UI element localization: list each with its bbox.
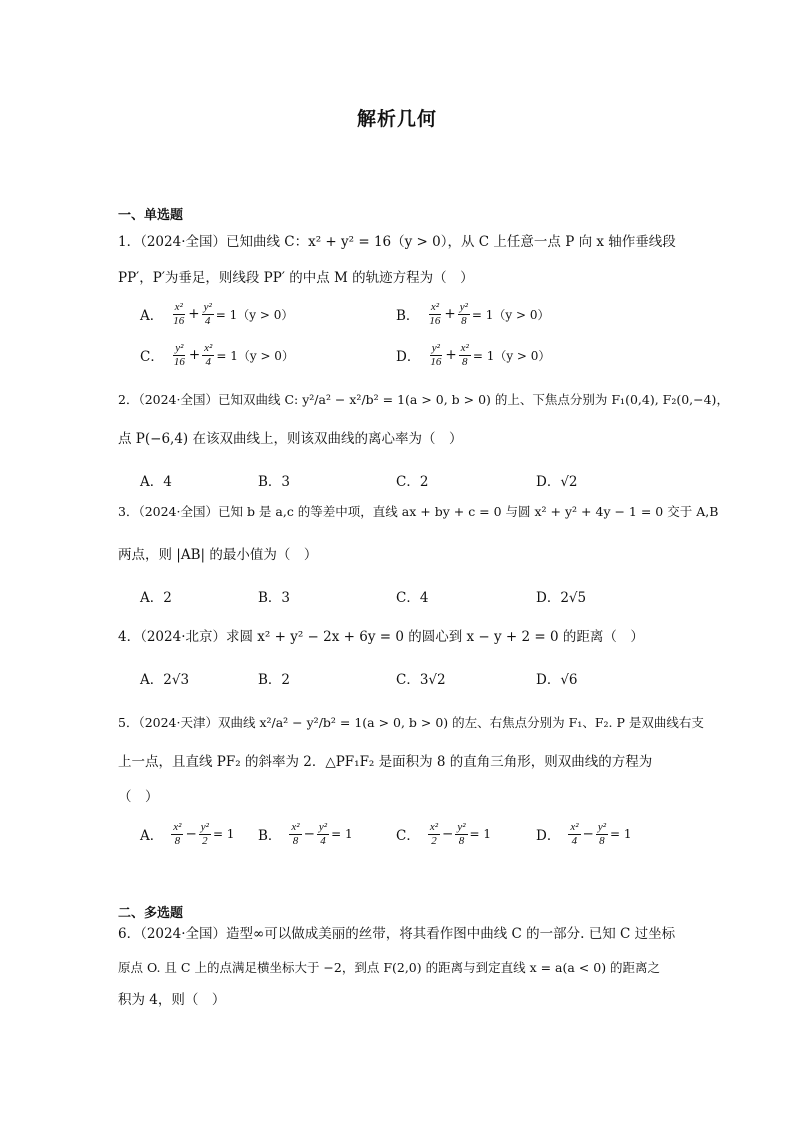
question-2-option-a[interactable]: A．4	[140, 474, 172, 490]
question-1-option-d[interactable]: D． $\frac{\text{y²}}{16}$ + $\frac{\text{x²}}{8}$ = 1（y > 0）	[396, 341, 551, 368]
question-6-stem-line-3: 积为 4，则（ ）	[118, 992, 226, 1008]
question-2-option-b[interactable]: B．3	[258, 474, 291, 490]
question-4-option-a[interactable]: A．2√3	[140, 672, 190, 688]
question-3-option-d[interactable]: D．2√5	[536, 590, 587, 606]
fraction: $\frac{\text{x²}}{8}$	[173, 820, 182, 847]
question-4-option-b[interactable]: B．2	[258, 672, 291, 688]
fraction: $\frac{\text{y²}}{8}$	[457, 820, 466, 847]
question-2-stem-line-1: 2．（2024·全国）已知双曲线 C: y²/a² − x²/b² = 1(a > 0, b > 0) 的上、下焦点分别为 F₁(0,4), F₂(0,−4)，	[118, 392, 729, 407]
question-6-stem-line-1: 6．（2024·全国）造型∞可以做成美丽的丝带，将其看作图中曲线 C 的一部分. 已知 C 过坐标	[118, 926, 676, 942]
fraction: $\frac{\text{x²}}{8}$	[291, 820, 300, 847]
question-3-option-a[interactable]: A．2	[140, 590, 172, 606]
fraction: $\frac{\text{x²}}{16}$	[429, 300, 441, 327]
fraction: $\frac{\text{x²}}{8}$	[460, 341, 469, 368]
section-heading-single-choice: 一、单选题	[118, 208, 184, 223]
question-2-stem-line-2: 点 P(−6,4) 在该双曲线上，则该双曲线的离心率为（ ）	[118, 431, 463, 447]
question-3-options-row	[140, 580, 680, 612]
question-6-stem-line-2: 原点 O. 且 C 上的点满足横坐标大于 −2，到点 F(2,0) 的距离与到定直线 x = a(a < 0) 的距离之	[118, 960, 661, 975]
question-3-stem-line-2: 两点，则 |AB| 的最小值为（ ）	[118, 547, 318, 563]
question-1-options-row-2	[140, 339, 680, 371]
fraction: $\frac{\text{y²}}{4}$	[318, 820, 328, 847]
question-3-option-c[interactable]: C．4	[396, 590, 429, 606]
question-4-options-row	[140, 662, 680, 694]
question-1-stem-line-1: 1．（2024·全国）已知曲线 C：x² + y² = 16（y > 0），从 C 上任意一点 P 向 x 轴作垂线段	[118, 234, 676, 250]
question-1-options-row-1	[140, 298, 680, 330]
question-1-stem-line-2: PP′，P′为垂足，则线段 PP′ 的中点 M 的轨迹方程为（ ）	[118, 270, 474, 286]
question-5-option-b[interactable]: B． $\frac{\text{x²}}{8}$ − $\frac{\text{y²}}{4}$ = 1	[258, 820, 353, 847]
question-4-stem-line-1: 4．（2024·北京）求圆 x² + y² − 2x + 6y = 0 的圆心到 x − y + 2 = 0 的距离（ ）	[118, 629, 644, 645]
question-2-option-d[interactable]: D．√2	[536, 474, 578, 490]
question-5-options-row	[140, 818, 680, 850]
q2-anchor-28	[140, 432, 680, 464]
question-5-stem-line-2: 上一点，且直线 PF₂ 的斜率为 2．△PF₁F₂ 是面积为 8 的直角三角形，则双曲线的方程为	[118, 754, 653, 770]
fraction: $\frac{\text{y²}}{16}$	[173, 341, 185, 368]
question-3-stem-line-1: 3．（2024·全国）已知 b 是 a,c 的等差中项，直线 ax + by + c = 0 与圆 x² + y² + 4y − 1 = 0 交于 A,B	[118, 504, 719, 519]
question-4-option-c[interactable]: C．3√2	[396, 672, 446, 688]
fraction: $\frac{\text{y²}}{4}$	[203, 300, 212, 327]
question-5-stem-line-1: 5．（2024·天津）双曲线 x²/a² − y²/b² = 1(a > 0, b > 0) 的左、右焦点分别为 F₁、F₂. P 是双曲线右支	[118, 715, 704, 730]
section-heading-multiple-choice: 二、多选题	[118, 906, 184, 921]
question-5-option-c[interactable]: C． $\frac{\text{x²}}{2}$ − $\frac{\text{y²}}{8}$ = 1	[396, 820, 492, 847]
fraction: $\frac{\text{x²}}{2}$	[429, 820, 439, 847]
question-5-option-a[interactable]: A． $\frac{\text{x²}}{8}$ − $\frac{\text{y²}}{2}$ = 1	[140, 820, 235, 847]
question-1-option-a[interactable]: A． $\frac{\text{x²}}{16}$ + $\frac{\text{y²}}{4}$ = 1（y > 0）	[140, 300, 294, 327]
fraction: $\frac{\text{y²}}{8}$	[459, 300, 468, 327]
fraction: $\frac{\text{x²}}{4}$	[204, 341, 213, 368]
question-3-option-b[interactable]: B．3	[258, 590, 291, 606]
question-1-option-c[interactable]: C． $\frac{\text{y²}}{16}$ + $\frac{\text{x²}}{4}$ = 1（y > 0）	[140, 341, 294, 368]
question-2-options-row	[140, 464, 680, 496]
question-1-option-b[interactable]: B． $\frac{\text{x²}}{16}$ + $\frac{\text{y²}}{8}$ = 1（y > 0）	[396, 300, 550, 327]
fraction: $\frac{\text{y²}}{2}$	[200, 820, 209, 847]
fraction: $\frac{\text{x²}}{16}$	[173, 300, 185, 327]
fraction: $\frac{\text{y²}}{16}$	[430, 341, 442, 368]
question-2-option-c[interactable]: C．2	[396, 474, 429, 490]
question-5-stem-line-3: （ ）	[118, 789, 159, 805]
page-title: 解析几何	[356, 108, 437, 130]
question-4-option-d[interactable]: D．√6	[536, 672, 578, 688]
question-5-option-d[interactable]: D． $\frac{\text{x²}}{4}$ − $\frac{\text{y²}}{8}$ = 1	[536, 820, 632, 847]
fraction: $\frac{\text{x²}}{4}$	[570, 820, 579, 847]
fraction: $\frac{\text{y²}}{8}$	[597, 820, 607, 847]
